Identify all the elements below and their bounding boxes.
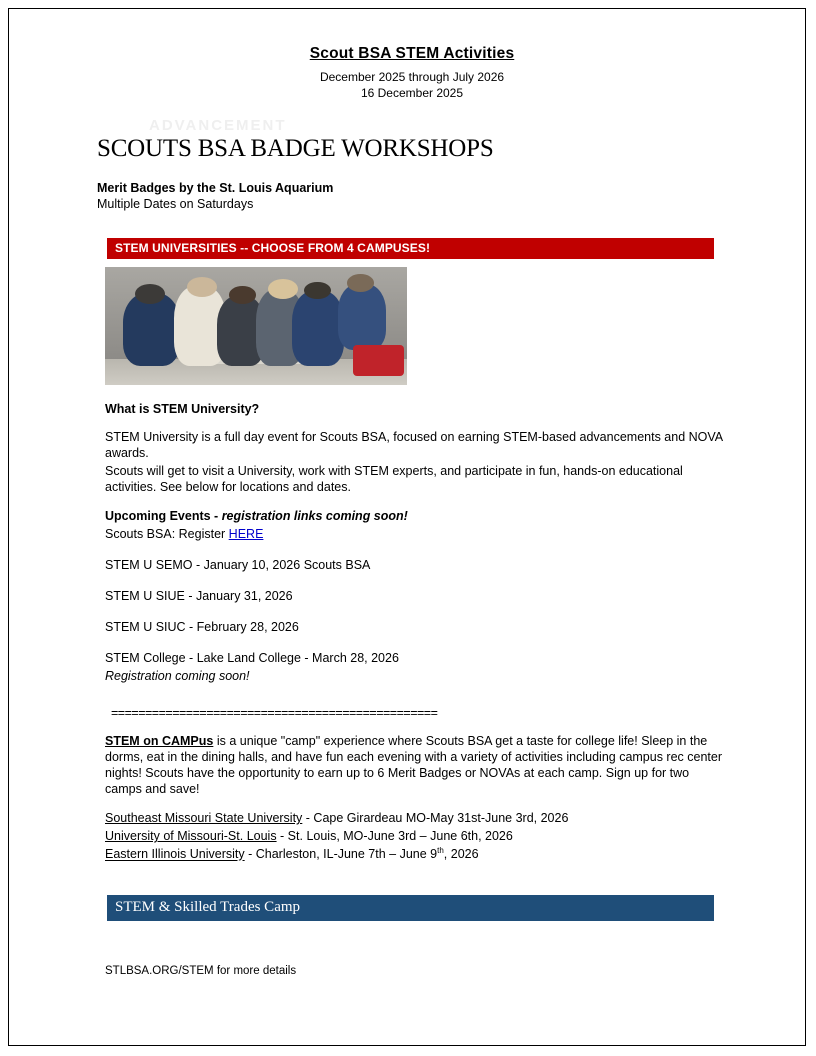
- document-body: [97, 45, 727, 977]
- workshop-title: Merit Badges by the St. Louis Aquarium: [97, 181, 334, 196]
- section-heading: SCOUTS BSA BADGE WORKSHOPS: [97, 135, 494, 163]
- event-item: STEM U SIUE - January 31, 2026: [105, 589, 293, 604]
- stem-skilled-trades-banner: STEM & Skilled Trades Camp: [107, 895, 714, 921]
- campus-item: [105, 846, 727, 862]
- date-range: December 2025 through July 2026: [319, 70, 505, 84]
- registration-coming-soon-note: Registration coming soon!: [105, 669, 250, 684]
- campus-name: Eastern Illinois University: [105, 847, 245, 862]
- intro-paragraph-2: Scouts will get to visit a University, work with STEM experts, and participate in fun, hands-on educational activities. See below for locations and dates.: [105, 464, 683, 495]
- advancement-watermark: ADVANCEMENT: [149, 117, 287, 134]
- stem-on-campus-paragraph: [105, 733, 727, 797]
- register-line: [105, 526, 727, 542]
- upcoming-events-heading: [105, 508, 727, 524]
- page-title: Scout BSA STEM Activities: [309, 45, 515, 62]
- document-page: [8, 8, 806, 1046]
- stem-universities-banner: STEM UNIVERSITIES -- CHOOSE FROM 4 CAMPUSES!: [107, 238, 714, 259]
- campus-name: University of Missouri-St. Louis: [105, 829, 277, 844]
- scouts-photo: [105, 267, 407, 385]
- campus-item: [105, 828, 727, 844]
- campus-detail: - St. Louis, MO-June 3rd – June 6th, 2026: [276, 829, 513, 844]
- workshop-dates: Multiple Dates on Saturdays: [97, 197, 254, 212]
- registration-links-note: registration links coming soon!: [221, 509, 408, 524]
- campus-detail-year: , 2026: [443, 847, 479, 862]
- what-is-stem-university-heading: What is STEM University?: [105, 402, 260, 417]
- divider-rule: ================================================: [111, 706, 438, 721]
- event-item: STEM U SIUC - February 28, 2026: [105, 620, 299, 635]
- campus-name: Southeast Missouri State University: [105, 811, 303, 826]
- stem-on-campus-text: is a unique "camp" experience where Scouts BSA get a taste for college life! Sleep in the dorms, eat in the dining halls, and have fun each evening with a variety of activities including campus rec center nights! Scouts have the opportunity to earn up to 6 Merit Badges or NOVAs at each camp. Sign up for two camps and save!: [105, 734, 723, 797]
- intro-paragraph-1: STEM University is a full day event for Scouts BSA, focused on earning STEM-based advancements and NOVA awards.: [105, 430, 723, 461]
- issue-date: 16 December 2025: [360, 86, 464, 101]
- event-item: STEM College - Lake Land College - March 28, 2026: [105, 651, 399, 666]
- event-item: STEM U SEMO - January 10, 2026 Scouts BSA: [105, 558, 371, 573]
- upcoming-events-label: Upcoming Events -: [105, 509, 222, 524]
- stem-on-campus-title: STEM on CAMPus: [105, 734, 214, 749]
- campus-detail: - Charleston, IL-June 7th – June 9: [244, 847, 438, 862]
- register-prefix: Scouts BSA: Register: [105, 527, 229, 542]
- campus-item: [105, 810, 727, 826]
- campus-detail-ordinal: th: [437, 846, 444, 856]
- footer-note: STLBSA.ORG/STEM for more details: [105, 964, 297, 977]
- campus-detail: - Cape Girardeau MO-May 31st-June 3rd, 2026: [302, 811, 569, 826]
- register-here-link[interactable]: HERE: [228, 527, 264, 542]
- document-subtitle: [97, 69, 727, 101]
